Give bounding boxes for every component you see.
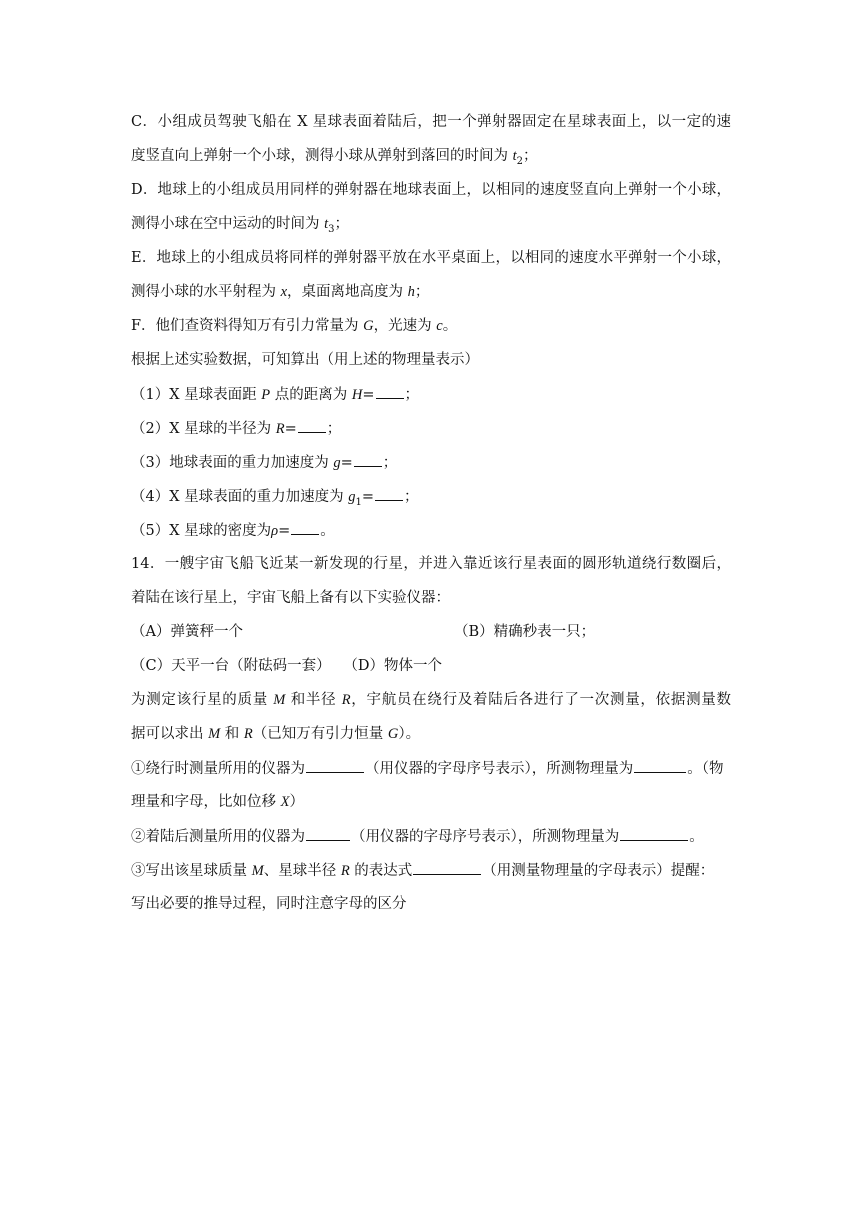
- measure-line-1: 为测定该行星的质量 M 和半径 R，宇航员在绕行及着陆后各进行了一次测量，依据测量数: [131, 692, 732, 708]
- problem-14-line-2: 着陆在该行星上，宇宙飞船上备有以下实验仪器：: [131, 590, 450, 606]
- option-c-line-1: C．小组成员驾驶飞船在 X 星球表面着陆后，把一个弹射器固定在星球表面上，以一定的速: [131, 114, 731, 130]
- option-e-line-1: E．地球上的小组成员将同样的弹射器平放在水平桌面上，以相同的速度水平弹射一个小球，: [131, 250, 731, 266]
- answer-blank[interactable]: [291, 520, 319, 535]
- answer-blank[interactable]: [375, 486, 403, 501]
- step-3-line-2: 写出必要的推导过程，同时注意字母的区分: [131, 896, 407, 912]
- measure-line-2: 据可以求出 M 和 R（已知万有引力恒量 G）。: [131, 726, 421, 742]
- intro-line: 根据上述实验数据，可知算出（用上述的物理量表示）: [131, 352, 479, 368]
- option-c: （C）天平一台（附砝码一套）: [131, 658, 331, 674]
- option-a: （A）弹簧秤一个: [131, 624, 243, 640]
- answer-blank[interactable]: [376, 384, 404, 399]
- step-1-line-1: ①绕行时测量所用的仪器为 （用仪器的字母序号表示），所测物理量为 。（物: [131, 758, 731, 779]
- answer-blank[interactable]: [306, 758, 364, 773]
- option-f-line: F．他们查资料得知万有引力常量为 G，光速为 c。: [131, 318, 458, 334]
- options-row-1: [131, 622, 731, 642]
- option-d-line-1: D．地球上的小组成员用同样的弹射器在地球表面上，以相同的速度竖直向上弹射一个小球，: [131, 182, 731, 198]
- step-2-line: ②着陆后测量所用的仪器为 （用仪器的字母序号表示），所测物理量为 。: [131, 826, 731, 847]
- question-1: （1）X 星球表面距 P 点的距离为 H= ；: [131, 384, 731, 405]
- answer-blank[interactable]: [413, 860, 481, 875]
- option-c-line-2: 度竖直向上弹射一个小球，测得小球从弹射到落回的时间为 $t_2$；: [131, 148, 538, 167]
- option-e-line-2: 测得小球的水平射程为 x，桌面离地高度为 h；: [131, 284, 430, 300]
- question-4: （4）X 星球表面的重力加速度为 $g_1=$ ；: [131, 486, 731, 507]
- answer-blank[interactable]: [634, 758, 686, 773]
- answer-blank[interactable]: [354, 452, 382, 467]
- answer-blank[interactable]: [620, 826, 688, 841]
- option-d: （D）物体一个: [350, 658, 442, 674]
- option-d-line-2: 测得小球在空中运动的时间为 $t_3$；: [131, 216, 350, 235]
- step-1-line-2: 理量和字母，比如位移 X）: [131, 794, 304, 810]
- answer-blank[interactable]: [298, 418, 326, 433]
- step-3-line-1: ③写出该星球质量 M、星球半径 R 的表达式 （用测量物理量的字母表示）提醒：: [131, 860, 731, 881]
- question-2: （2）X 星球的半径为 R= ；: [131, 418, 731, 439]
- answer-blank[interactable]: [306, 826, 350, 841]
- options-row-2: [131, 656, 731, 676]
- option-b: （B）精确秒表一只；: [454, 624, 596, 640]
- question-3: （3）地球表面的重力加速度为 g= ；: [131, 452, 731, 473]
- question-5: （5）X 星球的密度为ρ= 。: [131, 520, 731, 541]
- problem-14-line-1: 14．一艘宇宙飞船飞近某一新发现的行星，并进入靠近该行星表面的圆形轨道绕行数圈后，: [131, 556, 731, 572]
